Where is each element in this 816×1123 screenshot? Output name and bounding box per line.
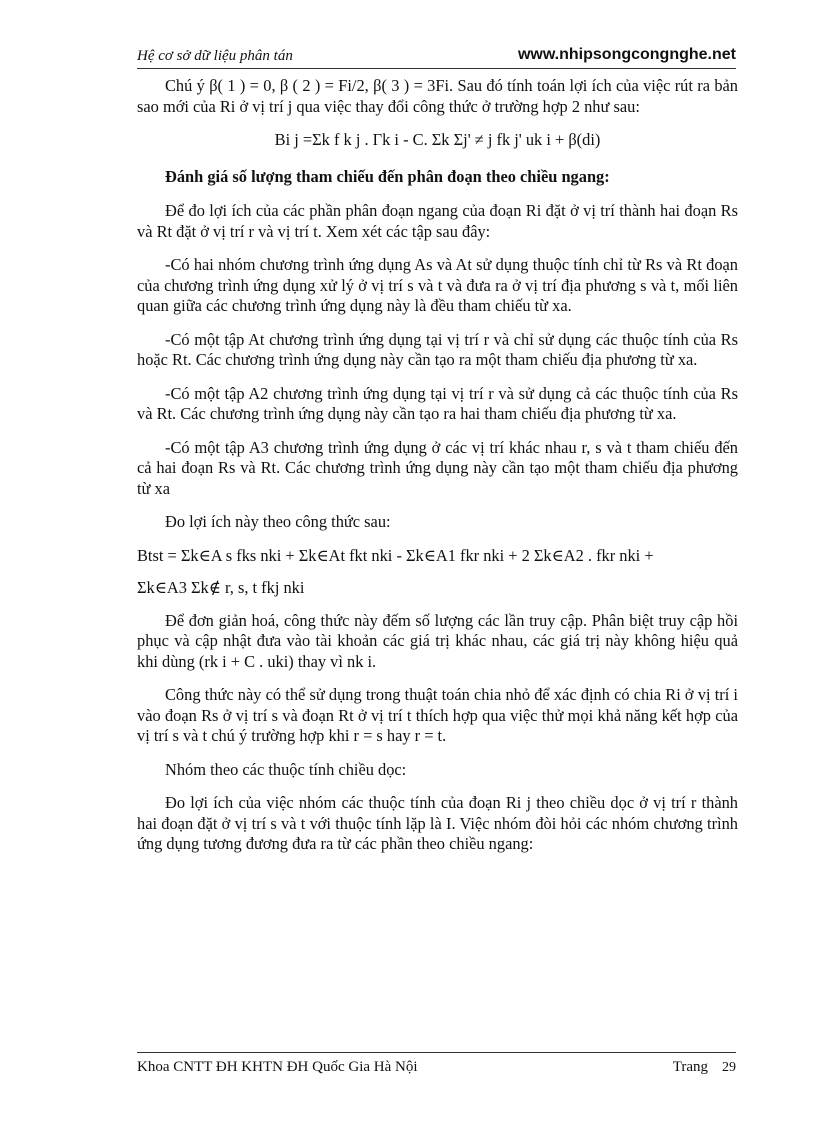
section-heading: Đánh giá số lượng tham chiếu đến phân đoạn theo chiều ngang: <box>165 166 610 186</box>
footer-page <box>673 1059 736 1076</box>
footer-page-number: 29 <box>722 1060 736 1075</box>
page-header <box>137 46 736 69</box>
formula-1: Bi j =Σk f k j . Γk i - C. Σk Σj' ≠ j fk j' uk i + β(di) <box>274 130 601 149</box>
paragraph-9: Công thức này có thể sử dụng trong thuật toán chia nhỏ để xác định có chia Ri ở vị trí i vào đoạn Rs ở vị trí s và đoạn Rt ở vị trí t thích hợp qua việc thử mọi khả năng kết hợp của vị trí s và t chú ý trường hợp khi r = s hay r = t. <box>137 685 738 745</box>
page-footer <box>137 1052 736 1075</box>
paragraph-7: Đo lợi ích này theo công thức sau: <box>165 512 391 531</box>
paragraph-1: Chú ý β( 1 ) = 0, β ( 2 ) = Fi/2, β( 3 ) = 3Fi. Sau đó tính toán lợi ích của việc rút ra bản sao mới của Ri ở vị trí j qua việc thay đổi công thức ở trường hợp 2 như sau: <box>137 76 738 116</box>
header-title: Hệ cơ sở dữ liệu phân tán <box>137 48 293 64</box>
paragraph-4: -Có một tập At chương trình ứng dụng tại vị trí r và chỉ sử dụng các thuộc tính của Rs hoặc Rt. Các chương trình ứng dụng này cần tạo ra một tham chiếu địa phương từ xa. <box>137 329 738 369</box>
paragraph-8: Để đơn giản hoá, công thức này đếm số lượng các lần truy cập. Phân biệt truy cập hồi phục và cập nhật đưa vào tài khoản các giá trị khác nhau, các giá trị này không hiệu quả khi dùng (rk i + C . uki) thay vì nk i. <box>137 610 738 671</box>
paragraph-5: -Có một tập A2 chương trình ứng dụng tại vị trí r và sử dụng cả các thuộc tính của Rs và Rt. Các chương trình ứng dụng này cần tạo ra hai tham chiếu địa phương từ xa. <box>137 383 738 423</box>
paragraph-2: Để đo lợi ích của các phần phân đoạn ngang của đoạn Ri đặt ở vị trí thành hai đoạn Rs và Rt đặt ở vị trí r và vị trí t. Xem xét các tập sau đây: <box>137 201 738 241</box>
header-website[interactable]: www.nhipsongcongnghe.net <box>517 46 736 63</box>
paragraph-6: -Có một tập A3 chương trình ứng dụng ở các vị trí khác nhau r, s và t tham chiếu đến cả hai đoạn Rs và Rt. Các chương trình ứng dụng này cần tạo một tham chiếu địa phương từ xa <box>137 437 738 498</box>
formula-2-line-1: Btst = Σk∈A s fks nki + Σk∈At fkt nki - Σk∈A1 fkr nki + 2 Σk∈A2 . fkr nki + <box>137 545 654 565</box>
footer-faculty: Khoa CNTT ĐH KHTN ĐH Quốc Gia Hà Nội <box>137 1059 418 1075</box>
footer-page-label: Trang <box>672 1059 708 1075</box>
paragraph-10: Nhóm theo các thuộc tính chiều dọc: <box>165 759 407 779</box>
formula-2-line-2: Σk∈A3 Σk∉ r, s, t fkj nki <box>137 578 305 597</box>
paragraph-3: -Có hai nhóm chương trình ứng dụng As và At sử dụng thuộc tính chỉ từ Rs và Rt đoạn của chương trình ứng dụng xử lý ở vị trí s và t và đưa ra ở vị trí địa phương s và t, mối liên quan giữa các chương trình ứng dụng này là đều tham chiếu từ xa. <box>137 255 738 315</box>
paragraph-11: Đo lợi ích của việc nhóm các thuộc tính của đoạn Ri j theo chiều dọc ở vị trí r thành hai đoạn đặt ở vị trí s và t với thuộc tính lặp là I. Việc nhóm đòi hỏi các nhóm chương trình ứng dụng tương đương đưa ra từ các phần theo chiều ngang: <box>137 793 738 853</box>
document-body <box>137 76 738 868</box>
